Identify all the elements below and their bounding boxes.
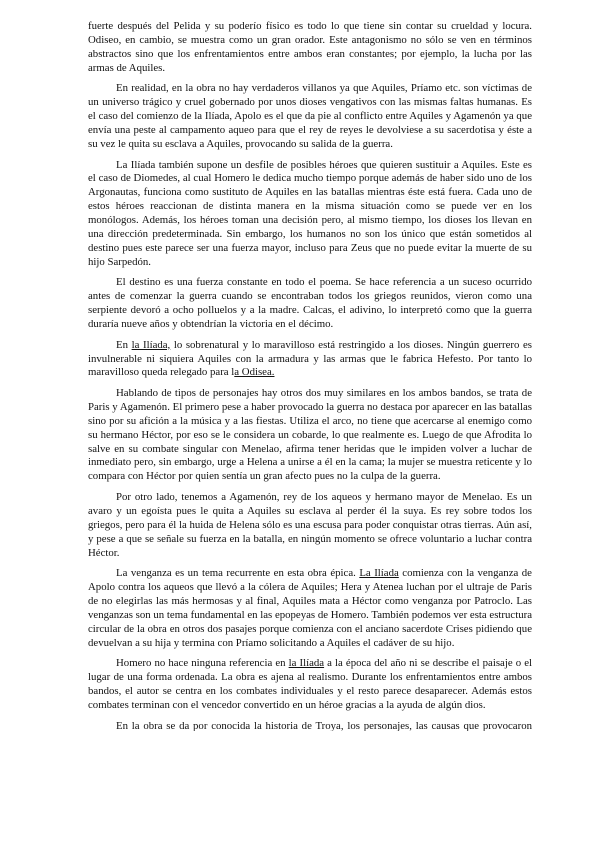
underlined-title: la Ilíada, bbox=[131, 338, 171, 351]
text-run: fuerte después del Pelida y su poderío físico es todo lo que tiene sin contar su crueldad y locura. Odiseo, en cambio, se muestra como un gran orador. Este antagonismo no sólo se ven en términos abstractos sino que los enfrentamientos entre ambos eran constantes; por ejemplo, la lucha por las armas de Aquiles. bbox=[88, 20, 532, 74]
text-run: La venganza es un tema recurrente en esta obra épica. bbox=[116, 567, 360, 580]
paragraph-5 bbox=[88, 339, 532, 381]
text-run: Por otro lado, tenemos a Agamenón, rey de los aqueos y hermano mayor de Menelao. Es un avaro y un egoísta pues le quita a Aquiles su esclava al perder él la suya. Es rey sobre todos los griegos, pero para él la huida de Helena sólo es una escusa para poder conquistar otras tierras. Aún así, y pese a que se señale su fuerza en la batalla, en ningún momento se ofrece voluntario a luchar contra Héctor. bbox=[88, 491, 532, 559]
underlined-title: a Odisea. bbox=[234, 366, 275, 379]
paragraph-9 bbox=[88, 657, 532, 712]
paragraph-10 bbox=[88, 720, 532, 731]
text-run: a la época del año ni se describe el paisaje o el lugar de una forma ordenada. La obra es ajena al realismo. Durante los enfrentamientos entre ambos bandos, el autor se centra en los combates individuales y el resto parece desaparecer. Además estos combates terminan con el vencedor convertido en un héroe gracias a la ayuda de algún dios. bbox=[88, 657, 532, 711]
paragraph-7 bbox=[88, 491, 532, 560]
text-run: En la obra se da por conocida la historia de Troya, los personajes, las causas que provocaron bbox=[116, 719, 532, 731]
paragraph-4 bbox=[88, 276, 532, 331]
text-run: lo sobrenatural y lo maravilloso está restringido a los dioses. Ningún guerrero es invulnerable ni siquiera Aquiles con la armadura y las armas que le fabrica Hefesto. Por tanto lo maravilloso queda relegado para l bbox=[88, 338, 532, 379]
text-run: El destino es una fuerza constante en todo el poema. Se hace referencia a un suceso ocurrido antes de comenzar la guerra cuando se encontraban todos los griegos reunidos, vieron como una serpiente devoró a ocho polluelos y a la madre. Calcas, el adivino, lo interpretó como que la guerra duraría nueve años y obtendrían la victoria en el décimo. bbox=[88, 276, 532, 330]
text-run: En realidad, en la obra no hay verdaderos villanos ya que Aquiles, Príamo etc. son víctimas de un universo trágico y cruel gobernado por unos dioses vengativos con las mismas faltas humanas. Es el caso del comienzo de la Ilíada, Apolo es el que da pie al conflicto entre Aquiles y Agamenón ya que envía una peste al campamento aqueo para que el rey de reyes le devolviese a su sacerdotisa y éste a su vez le quita su esclava a Aquiles, provocando su salida de la guerra. bbox=[88, 82, 532, 150]
underlined-title: La Ilíada bbox=[359, 567, 399, 580]
paragraph-1 bbox=[88, 20, 532, 75]
text-run: En bbox=[116, 338, 132, 351]
text-run: comienza con la venganza de Apolo contra los aqueos que llevó a la cólera de Aquiles; Hera y Atenea luchan por el ultraje de Paris de no elegirlas las más hermosas y al final, Aquiles mata a Héctor como venganza por Patroclo. Las venganzas son un tema fundamental en las epopeyas de Homero. También podemos ver esta estructura circular de la obra en otros dos pasajes porque comienza con el anciano sacerdote Crises pidiendo que devuelvan a su hija y termina con Príamo solicitando a Aquiles el cadáver de su hijo. bbox=[88, 567, 532, 649]
text-run: Homero no hace ninguna referencia en bbox=[116, 657, 289, 670]
paragraph-6 bbox=[88, 387, 532, 484]
text-run: La Ilíada también supone un desfile de posibles héroes que quieren sustituir a Aquiles. Este es el caso de Diomedes, al cual Homero le dedica mucho tiempo porque además de haber sido uno de los Argonautas, funciona como sustituto de Aquiles en las batallas mientras éste está fuera. Cada uno de estos héroes reaccionan de distinta manera en la misma situación como se puede ver en los monólogos. Además, los héroes toman una decisión pero, al mismo tiempo, los dioses los llevan en una dirección predeterminada. Sin embargo, los humanos no son los único que están sometidos al destino pues este parece ser una fuerza mayor, incluso para Zeus que no puede evitar la muerte de su hijo Sarpedón. bbox=[88, 158, 532, 268]
paragraph-2 bbox=[88, 82, 532, 151]
paragraph-8 bbox=[88, 567, 532, 650]
underlined-title: la Ilíada bbox=[288, 657, 325, 670]
paragraph-3 bbox=[88, 159, 532, 270]
text-run: Hablando de tipos de personajes hay otros dos muy similares en los ambos bandos, se trata de Paris y Agamenón. El primero pese a haber provocado la guerra no destaca por aparecer en las batallas sino por su afición a la música y a las fiestas. Utiliza el arco, no tiene que acercarse al enemigo como su hermano Héctor, por eso se le considera un cobarde, lo que realmente es. Luego de que Afrodita lo salve en su combate singular con Menelao, afirma tener heridas que le impiden volver a luchar de inmediato pero, sin embargo, urge a Helena a unirse a él en la cama; la mujer se muestra reticente y lo compara con Héctor por quien sentía un gran afecto pues no la culpa de la guerra. bbox=[88, 387, 532, 483]
